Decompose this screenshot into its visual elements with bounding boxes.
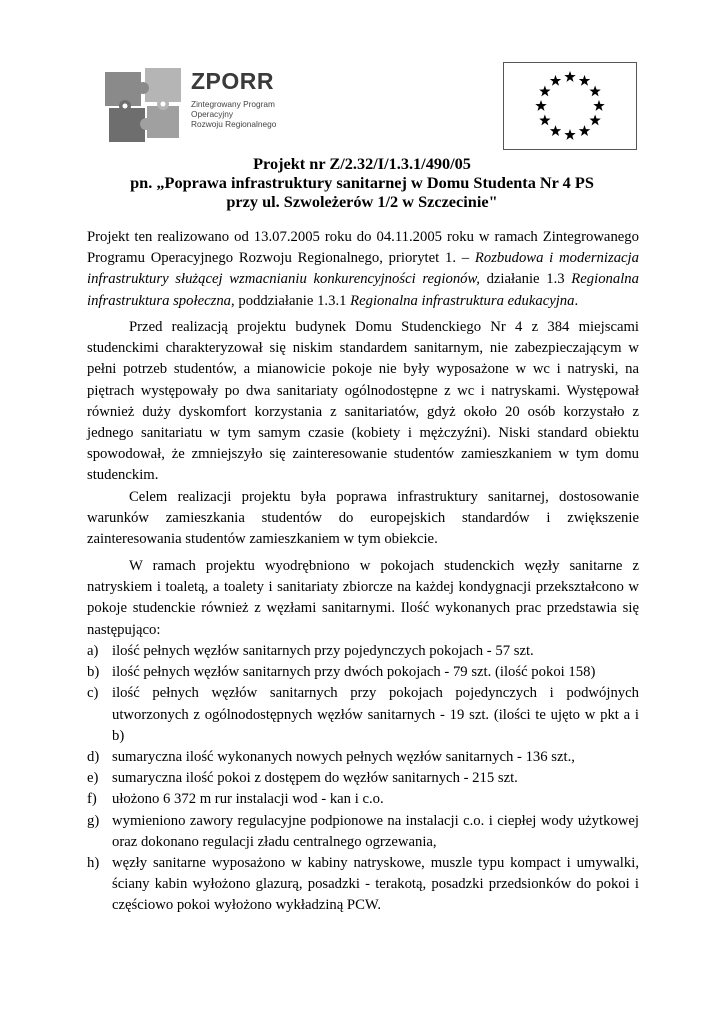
page-title: [60, 154, 664, 211]
eu-star: [593, 100, 604, 111]
logo-subtitle: Zintegrowany Program Operacyjny Rozwoju Regionalnego: [191, 99, 277, 129]
eu-stars-flag-icon: [504, 63, 636, 149]
zporr-logo: [105, 68, 305, 144]
eu-star: [564, 129, 575, 140]
eu-star: [579, 125, 590, 136]
eu-star: [579, 75, 590, 86]
eu-star: [550, 75, 561, 86]
eu-star: [550, 125, 561, 136]
paragraph-project-intro: Projekt ten realizowano od 13.07.2005 roku do 04.11.2005 roku w ramach Zintegrowanego Programu Operacyjnego Rozwoju Regionalnego, priorytet 1. – Rozbudowa i modernizacja infrastruktury służącej wzmacnianiu konkurencyjności regionów, działanie 1.3 Regionalna infrastruktura społeczna, poddziałanie 1.3.1 Regionalna infrastruktura edukacyjna.: [87, 229, 639, 309]
eu-flag: [503, 62, 637, 150]
list-item: h) węzły sanitarne wyposażono w kabiny natryskowe, muszle typu kompact i umywalki, ściany kabin wyłożono glazurą, posadzki - terakotą, posadzki przedsionków do pokoi i częściowo pokoi wyłożono wykładziną PCW.: [87, 855, 639, 914]
list-item: f) ułożono 6 372 m rur instalacji wod - kan i c.o.: [87, 791, 384, 808]
paragraph-scope: W ramach projektu wyodrębniono w pokojach studenckich węzły sanitarne z natryskiem i toaletą, a toalety i sanitariaty zbiorcze na każdej kondygnacji przekształcono w pokoje studenckie również z węzłami sanitarnymi. Ilość wykonanych prac przedstawia się następująco:: [87, 558, 639, 638]
puzzle-logo-icon: [105, 68, 185, 144]
list-item: c) ilość pełnych węzłów sanitarnych przy pokojach pojedynczych i podwójnych utworzonych z ogólnodostępnych węzłów sanitarnych - 19 szt. (ilości te ujęto w pkt a i b): [87, 685, 639, 744]
title-line-2: pn. „Poprawa infrastruktury sanitarnej w Domu Studenta Nr 4 PS: [130, 173, 594, 192]
paragraph-goal: Celem realizacji projektu była poprawa infrastruktury sanitarnej, dostosowanie warunków zamieszkania studentów do europejskich standardów i zwiększenie zainteresowania studentów zamieszkaniem w tym obiekcie.: [87, 489, 639, 548]
paragraph-before-state: Przed realizacją projektu budynek Domu Studenckiego Nr 4 z 384 miejscami studenckimi charakteryzował się niskim standardem sanitarnym, nie zabezpieczającym w pełni potrzeb studentów, a mianowicie pokoje nie były wyposażone w wc i natryski, na piętrach występowały po dwa sanitariaty ogólnodostępne z wc i natryskami. Występował również duży dyskomfort korzystania z sanitariatów, gdyż około 20 osób korzystało z jednego sanitariatu w tym samym czasie (kobiety i mężczyźni). Niski standard obiektu spowodował, że zmniejszyło się zainteresowanie studentów zamieszkaniem w tym domu studenckim.: [87, 319, 639, 484]
works-list: [87, 641, 639, 917]
eu-star: [589, 115, 600, 126]
list-item: b) ilość pełnych węzłów sanitarnych przy dwóch pokojach - 79 szt. (ilość pokoi 158): [87, 664, 596, 681]
list-item: g) wymieniono zawory regulacyjne podpionowe na instalacji c.o. i ciepłej wody użytkowej oraz dokonano regulacji zładu centralnego ogrzewania,: [87, 812, 639, 850]
eu-star: [539, 86, 550, 97]
list-item: a) ilość pełnych węzłów sanitarnych przy pojedynczych pokojach - 57 szt.: [87, 643, 534, 659]
list-item: d) sumaryczna ilość wykonanych nowych pełnych węzłów sanitarnych - 136 szt.,: [87, 749, 575, 766]
title-line-1: Projekt nr Z/2.32/I/1.3.1/490/05: [253, 154, 471, 173]
list-item: e) sumaryczna ilość pokoi z dostępem do węzłów sanitarnych - 215 szt.: [87, 770, 518, 787]
eu-star: [589, 86, 600, 97]
eu-star: [535, 100, 546, 111]
logo-name: ZPORR: [191, 68, 274, 94]
title-line-3: przy ul. Szwoleżerów 1/2 w Szczecinie": [226, 192, 498, 211]
eu-star: [539, 115, 550, 126]
eu-star: [564, 71, 575, 82]
